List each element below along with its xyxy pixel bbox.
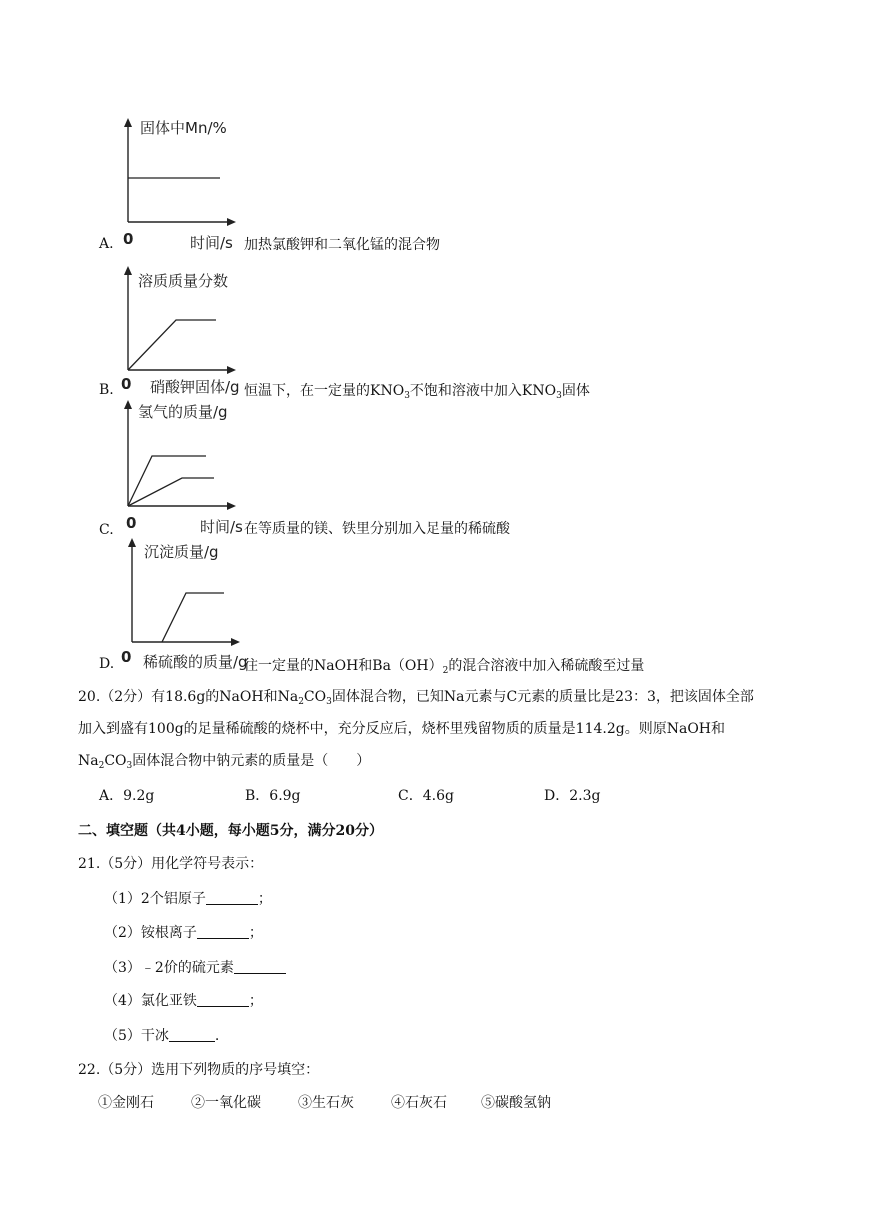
chart-b-origin: 0 [121,375,132,393]
chart-c-origin: 0 [126,514,137,532]
q21-item-1-blank[interactable] [206,890,258,905]
q21-item-1-end: ； [257,891,272,907]
chart-c-caption: 在等质量的镁、铁里分别加入足量的稀硫酸 [244,521,510,537]
q20-line3-sub2: 3 [126,761,133,771]
chart-c-x-arrow [227,502,236,510]
chart-d-line [162,593,224,642]
chart-b-caption-sub1: 3 [404,391,410,401]
chart-a-xlabel: 时间/s [190,234,233,252]
q20-option-d[interactable]: D．2.3g [544,788,601,804]
q20-option-a[interactable]: A．9.2g [99,788,155,804]
option-a-letter: A. [99,236,114,252]
chart-c-line-mg [128,456,206,506]
chart-d-caption [244,655,644,676]
option-d-letter: D. [99,656,115,672]
q22-stem: 22.（5分）选用下列物质的序号填空： [78,1062,320,1078]
q21-item-2-label: （2）铵根离子 [104,925,197,941]
q22-choice-5: ⑤碳酸氢钠 [481,1095,551,1111]
chart-d-caption-part1: 往一定量的NaOH和Ba（OH） [244,658,443,674]
chart-d-xlabel: 稀硫酸的质量/g [143,653,248,671]
q21-item-1-label: （1）2个铝原子 [104,891,206,907]
q21-item-5-end: . [214,1028,220,1044]
chart-a-ylabel: 固体中Mn/% [140,119,227,137]
chart-b-xlabel: 硝酸钾固体/g [150,378,240,396]
q20-line3-b: CO [104,753,127,769]
chart-d-caption-part2: 的混合溶液中加入稀硫酸至过量 [448,658,645,674]
chart-b-ylabel: 溶质质量分数 [138,272,229,290]
q22-choice-3: ③生石灰 [298,1095,354,1111]
q22-choice-1: ①金刚石 [98,1095,154,1111]
q21-item-4-label: （4）氯化亚铁 [104,993,197,1009]
q20-line1-sub: 2 [298,697,304,707]
q21-item-5-label: （5）干冰 [104,1028,169,1044]
q21-item-4 [104,990,263,1010]
q20-line3-c: 固体混合物中钠元素的质量是（ ） [132,753,371,769]
chart-b-caption-part2: 不饱和溶液中加入KNO [409,383,557,399]
q21-item-2-blank[interactable] [197,924,249,939]
q20-line2: 加入到盛有100g的足量稀硫酸的烧杯中，充分反应后，烧杯里残留物质的质量是114.2g。则原NaOH和 [78,721,726,737]
chart-d-x-arrow [231,638,240,646]
chart-d-caption-sub1: 2 [442,666,449,676]
chart-b-caption [244,380,590,401]
q22-choice-2: ②一氧化碳 [191,1095,261,1111]
q21-item-5-blank[interactable] [169,1027,215,1042]
q20-option-b[interactable]: B．6.9g [245,788,301,804]
chart-b-x-arrow [227,366,236,374]
q21-item-4-end: ； [248,993,263,1009]
chart-b-caption-part1: 恒温下，在一定量的KNO [244,383,405,399]
q21-item-3 [104,957,286,977]
q21-stem: 21.（5分）用化学符号表示： [78,856,264,872]
chart-d-origin: 0 [121,648,132,666]
chart-c-xlabel: 时间/s [200,518,243,536]
q20-line1-c: 固体混合物，已知Na元素与C元素的质量比是23：3，把该固体全部 [331,689,754,705]
q21-item-1 [104,888,272,908]
chart-d-y-arrow [128,538,136,547]
q20-line1-sub2: 3 [326,697,332,707]
q21-item-5 [104,1025,219,1045]
chart-b-caption-sub2: 3 [556,391,562,401]
chart-a-x-arrow [227,218,236,226]
q20-option-c[interactable]: C．4.6g [398,788,454,804]
q21-item-2-end: ； [248,925,263,941]
chart-b-line [128,320,216,370]
chart-a-y-arrow [124,118,132,127]
chart-a-origin: 0 [123,230,134,248]
q21-item-2 [104,922,263,942]
chart-c-y-arrow [124,400,132,409]
q22-choice-4: ④石灰石 [391,1095,447,1111]
q20-line1 [78,686,754,707]
q20-line3-a: Na [78,753,99,769]
section-heading: 二、填空题（共4小题，每小题5分，满分20分） [78,823,383,839]
q21-item-3-label: （3）﹣2价的硫元素 [104,960,234,976]
option-b-letter: B. [99,382,114,398]
chart-b-caption-part3: 固体 [561,383,590,399]
option-c-letter: C. [99,522,114,538]
chart-b-y-arrow [124,266,132,275]
chart-a-caption: 加热氯酸钾和二氧化锰的混合物 [244,237,440,253]
q21-item-3-blank[interactable] [234,959,286,974]
q20-line1-a: 20.（2分）有18.6g的NaOH和Na [78,689,299,705]
q20-line3 [78,750,370,771]
chart-c-ylabel: 氢气的质量/g [138,403,228,421]
q21-item-4-blank[interactable] [197,992,249,1007]
q20-line3-sub: 2 [98,761,105,771]
q20-line1-b: CO [303,689,327,705]
chart-d-ylabel: 沉淀质量/g [144,543,219,561]
chart-c-line-fe [128,478,214,506]
